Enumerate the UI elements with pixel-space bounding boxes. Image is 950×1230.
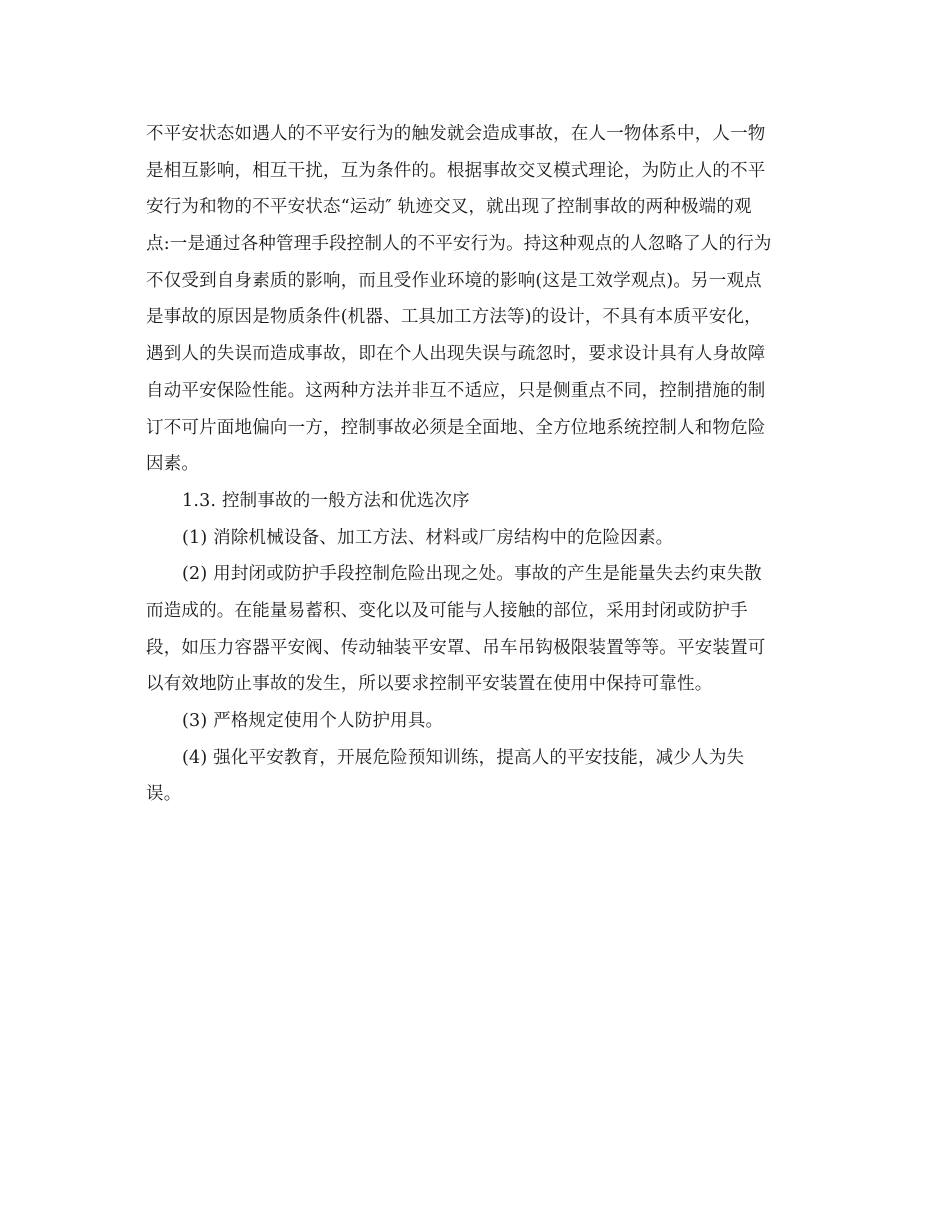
paragraph-line: 订不可片面地偏向一方，控制事故必须是全面地、全方位地系统控制人和物危险 bbox=[146, 417, 766, 438]
paragraph-line: 遇到人的失误而造成事故，即在个人出现失误与疏忽时，要求设计具有人身故障 bbox=[146, 344, 766, 365]
paragraph-line: 不平安状态如遇人的不平安行为的触发就会造成事故，在人一物体系中，人一物 bbox=[146, 124, 766, 144]
list-item-line: (4) 强化平安教育，开展危险预知训练，提高人的平安技能，减少人为失 bbox=[182, 747, 745, 768]
paragraph-accident-theory bbox=[146, 116, 806, 483]
list-item-3: (3) 严格规定使用个人防护用具。 bbox=[182, 711, 444, 731]
paragraph-line: 不仅受到自身素质的影响，而且受作业环境的影响(这是工效学观点)。另一观点 bbox=[146, 270, 762, 291]
list-item-line: (2) 用封闭或防护手段控制危险出现之处。事故的产生是能量失去约束失散 bbox=[182, 564, 762, 585]
paragraph-line: 是相互影响，相互干扰，互为条件的。根据事故交叉模式理论，为防止人的不平 bbox=[146, 160, 766, 181]
paragraph-line: 点:一是通过各种管理手段控制人的不平安行为。持这种观点的人忽略了人的行为 bbox=[146, 234, 772, 255]
paragraph-line: 是事故的原因是物质条件(机器、工具加工方法等)的设计，不具有本质平安化， bbox=[146, 307, 762, 328]
list-item-line: 以有效地防止事故的发生，所以要求控制平安装置在使用中保持可靠性。 bbox=[146, 674, 713, 695]
list-item-line: 段，如压力容器平安阀、传动轴装平安罩、吊车吊钩极限装置等等。平安装置可 bbox=[146, 637, 766, 658]
document-body bbox=[146, 116, 806, 813]
paragraph-line: 安行为和物的不平安状态“运动″ 轨迹交叉，就出现了控制事故的两种极端的观 bbox=[146, 197, 752, 218]
list-item-line: 而造成的。在能量易蓄积、变化以及可能与人接触的部位，采用封闭或防护手 bbox=[146, 600, 748, 621]
list-item-1: (1) 消除机械设备、加工方法、材料或厂房结构中的危险因素。 bbox=[182, 527, 674, 548]
section-heading: 1.3. 控制事故的一般方法和优选次序 bbox=[182, 490, 470, 511]
list-item-4 bbox=[146, 740, 806, 813]
list-item-2 bbox=[146, 556, 806, 703]
paragraph-line: 因素。 bbox=[146, 454, 200, 475]
paragraph-line: 自动平安保险性能。这两种方法并非互不适应，只是侧重点不同，控制措施的制 bbox=[146, 380, 766, 401]
list-item-line: 误。 bbox=[146, 784, 182, 805]
